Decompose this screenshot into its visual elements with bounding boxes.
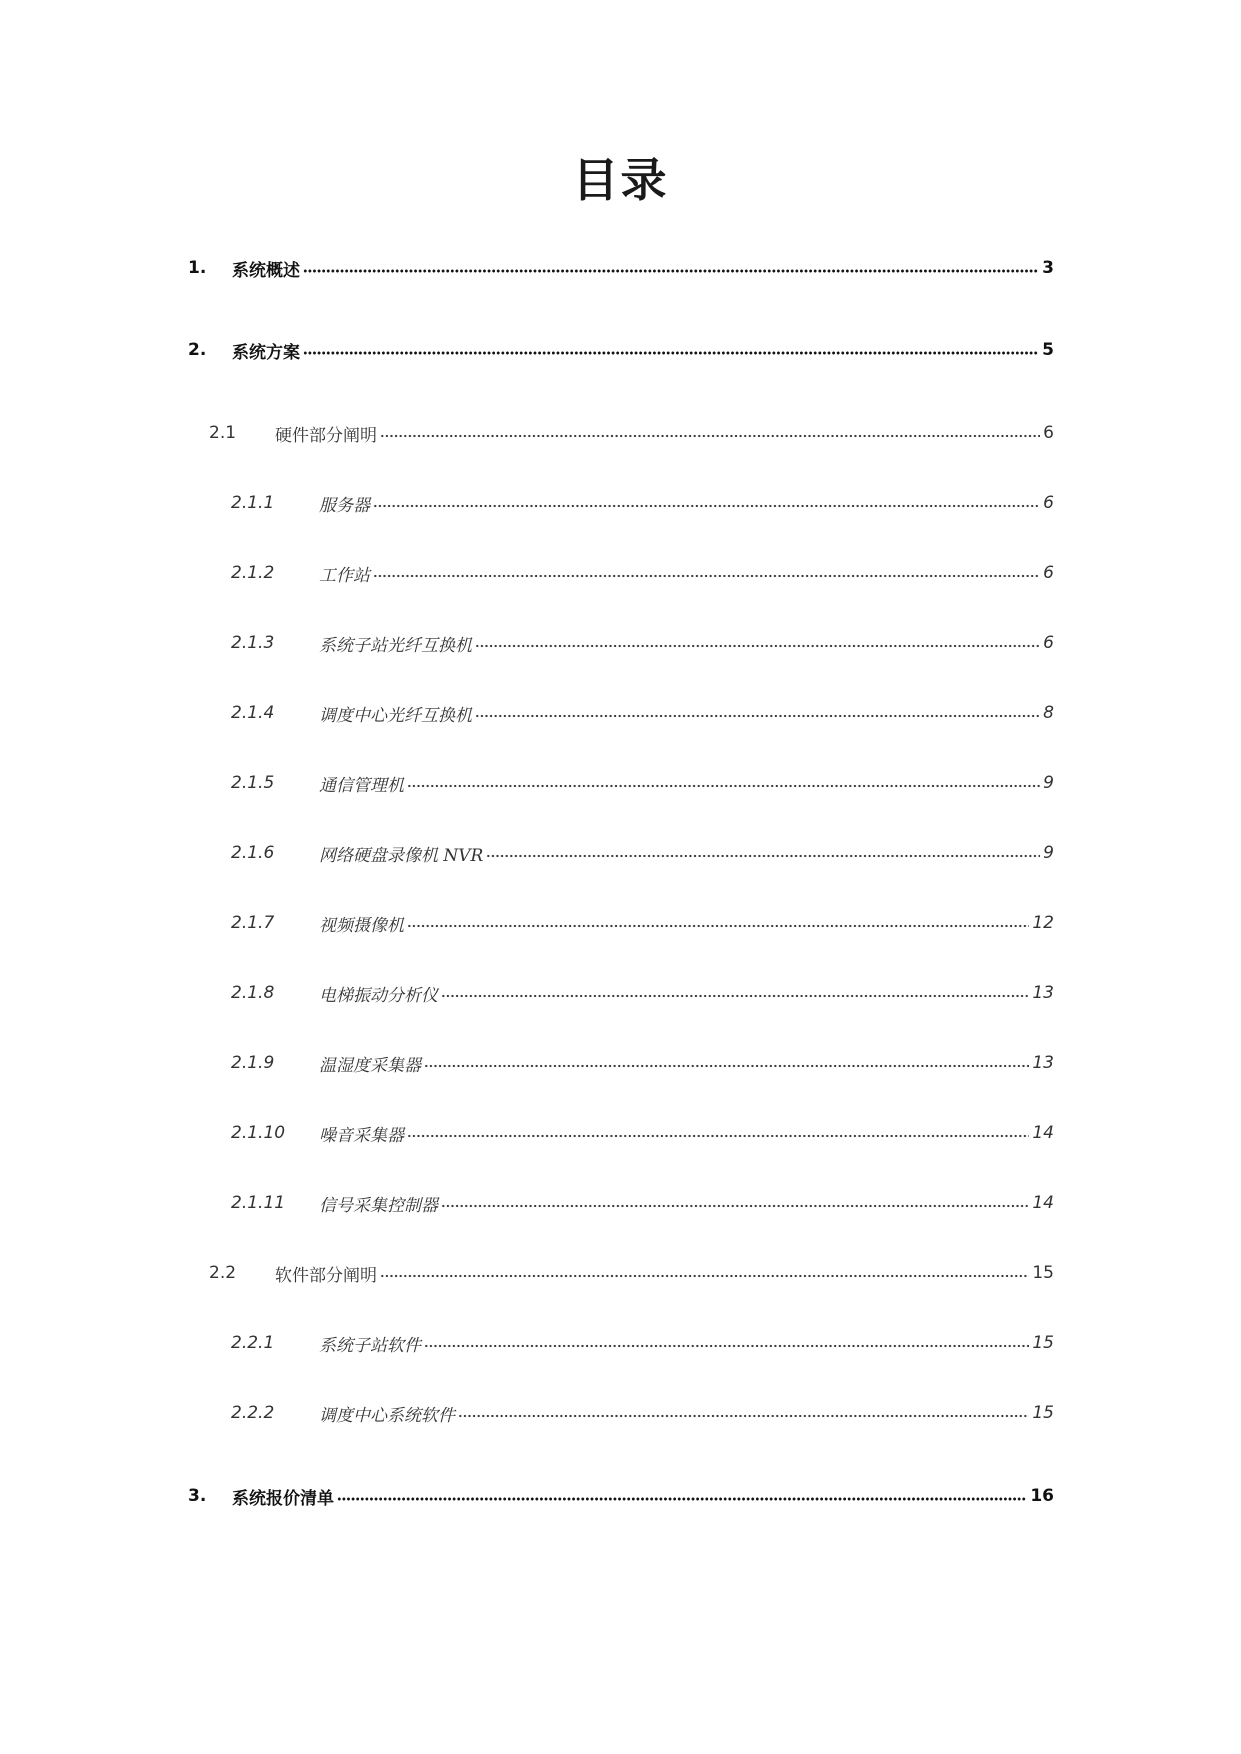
entry-number: 2.1.8: [231, 983, 275, 1003]
entry-label: 信号采集控制器: [319, 1195, 438, 1216]
entry-number: 2.1: [209, 423, 237, 443]
entry-label: 视频摄像机: [319, 915, 404, 936]
entry-number: 2.: [188, 340, 207, 360]
dot-leader: [424, 1056, 1029, 1076]
dot-leader: [337, 1489, 1027, 1509]
entry-number: 2.1.4: [231, 703, 275, 723]
dot-leader: [458, 1406, 1029, 1426]
entry-page-number: 14: [1032, 1193, 1054, 1213]
toc-entry-2-1-5[interactable]: [231, 768, 1054, 798]
entry-label: 调度中心光纤互换机: [319, 705, 472, 726]
dot-leader: [424, 1336, 1029, 1356]
toc-entry-2-1-4[interactable]: [231, 698, 1054, 728]
toc-entry-2-1-6[interactable]: [231, 838, 1054, 868]
dot-leader: [486, 846, 1040, 866]
entry-page-number: 13: [1032, 983, 1054, 1003]
entry-page-number: 16: [1030, 1486, 1054, 1506]
entry-label: 调度中心系统软件: [319, 1405, 455, 1426]
entry-page-number: 6: [1043, 493, 1054, 513]
dot-leader: [441, 986, 1029, 1006]
entry-number: 2.1.2: [231, 563, 275, 583]
entry-page-number: 6: [1043, 423, 1054, 443]
entry-label: 硬件部分阐明: [275, 425, 377, 446]
entry-page-number: 8: [1043, 703, 1054, 723]
toc-entry-2-1[interactable]: [209, 418, 1054, 448]
entry-number: 2.1.10: [231, 1123, 286, 1143]
entry-number: 2.2.2: [231, 1403, 275, 1423]
entry-page-number: 6: [1043, 563, 1054, 583]
dot-leader: [407, 916, 1029, 936]
dot-leader: [303, 261, 1039, 281]
dot-leader: [441, 1196, 1029, 1216]
dot-leader: [303, 343, 1039, 363]
entry-label: 系统方案: [232, 342, 300, 363]
page-title: 目录: [572, 153, 669, 207]
entry-label: 网络硬盘录像机 NVR: [319, 845, 484, 866]
entry-label: 系统子站软件: [319, 1335, 421, 1356]
entry-number: 2.1.3: [231, 633, 275, 653]
entry-number: 2.2.1: [231, 1333, 275, 1353]
dot-leader: [475, 706, 1040, 726]
entry-label: 噪音采集器: [319, 1125, 404, 1146]
entry-label: 系统子站光纤互换机: [319, 635, 472, 656]
toc-entry-2-1-3[interactable]: [231, 628, 1054, 658]
toc-entry-2-1-10[interactable]: [231, 1118, 1054, 1148]
entry-page-number: 12: [1032, 913, 1054, 933]
entry-page-number: 3: [1042, 258, 1054, 278]
toc-entry-2-1-2[interactable]: [231, 558, 1054, 588]
entry-label: 服务器: [319, 495, 370, 516]
entry-page-number: 13: [1032, 1053, 1054, 1073]
toc-entry-3[interactable]: [188, 1481, 1054, 1511]
entry-page-number: 9: [1043, 773, 1054, 793]
dot-leader: [407, 1126, 1029, 1146]
toc-entry-2[interactable]: [188, 335, 1054, 365]
entry-number: 2.1.1: [231, 493, 275, 513]
entry-page-number: 9: [1043, 843, 1054, 863]
entry-page-number: 14: [1032, 1123, 1054, 1143]
entry-label: 温湿度采集器: [319, 1055, 421, 1076]
dot-leader: [373, 566, 1040, 586]
entry-label: 通信管理机: [319, 775, 404, 796]
entry-number: 3.: [188, 1486, 207, 1506]
entry-label: 工作站: [319, 565, 370, 586]
toc-entry-1[interactable]: [188, 253, 1054, 283]
entry-number: 2.1.11: [231, 1193, 286, 1213]
entry-number: 2.1.7: [231, 913, 275, 933]
entry-page-number: 15: [1032, 1263, 1054, 1283]
entry-label: 软件部分阐明: [275, 1265, 377, 1286]
toc-entry-2-2-1[interactable]: [231, 1328, 1054, 1358]
toc-entry-2-1-11[interactable]: [231, 1188, 1054, 1218]
toc-entry-2-1-1[interactable]: [231, 488, 1054, 518]
toc-entry-2-2-2[interactable]: [231, 1398, 1054, 1428]
entry-number: 2.2: [209, 1263, 237, 1283]
dot-leader: [380, 426, 1040, 446]
entry-page-number: 15: [1032, 1403, 1054, 1423]
entry-page-number: 15: [1032, 1333, 1054, 1353]
dot-leader: [475, 636, 1040, 656]
entry-number: 2.1.6: [231, 843, 275, 863]
toc-entry-2-1-8[interactable]: [231, 978, 1054, 1008]
dot-leader: [380, 1266, 1029, 1286]
toc-entry-2-1-7[interactable]: [231, 908, 1054, 938]
toc-entry-2-1-9[interactable]: [231, 1048, 1054, 1078]
entry-label: 电梯振动分析仪: [319, 985, 438, 1006]
entry-label: 系统报价清单: [232, 1488, 334, 1509]
entry-number: 2.1.9: [231, 1053, 275, 1073]
dot-leader: [373, 496, 1040, 516]
entry-number: 2.1.5: [231, 773, 275, 793]
dot-leader: [407, 776, 1040, 796]
entry-label: 系统概述: [232, 260, 300, 281]
entry-page-number: 5: [1042, 340, 1054, 360]
toc-entry-2-2[interactable]: [209, 1258, 1054, 1288]
entry-page-number: 6: [1043, 633, 1054, 653]
entry-number: 1.: [188, 258, 207, 278]
